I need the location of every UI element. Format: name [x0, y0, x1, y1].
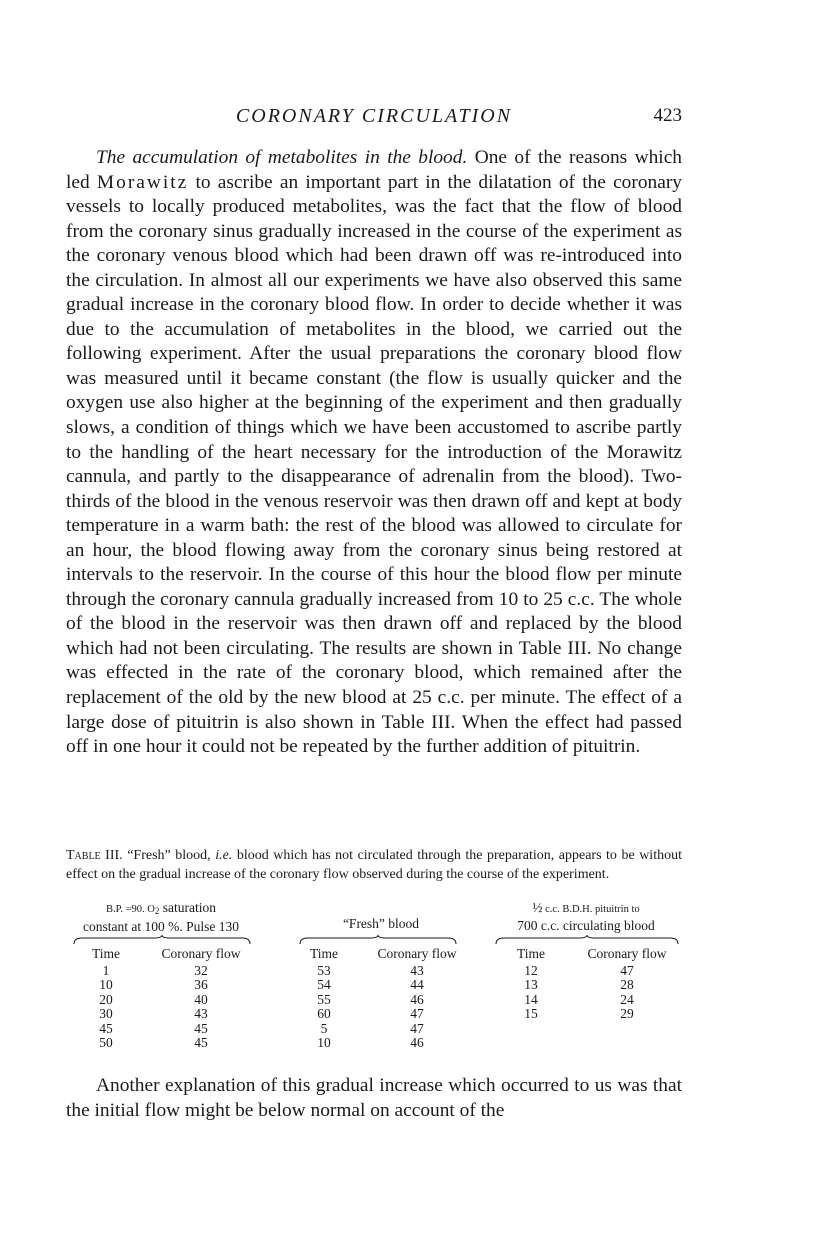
cell: 50: [99, 1035, 113, 1050]
time-column: [490, 947, 572, 1022]
caption-text-b: blood which has not circulated through the preparation, appears to be without effect on the gradual increase of the coronary flow observed during the course of the experiment.: [66, 848, 682, 882]
group-brace: [298, 935, 458, 945]
paragraph-1-text-a: One of the reasons which led: [66, 147, 682, 193]
time-header: Time: [91, 946, 120, 961]
group-heading: [288, 900, 474, 934]
table-group-pituitrin: [490, 900, 682, 1022]
cell: 30: [99, 1006, 113, 1021]
cell: 15: [524, 1006, 538, 1021]
caption-text-a: “Fresh” blood,: [122, 848, 216, 863]
table-label: Table III.: [66, 848, 123, 863]
paragraph-another-explanation: [66, 1074, 682, 1123]
table-iii: [66, 900, 682, 1065]
coronary-flow-header: Coronary flow: [587, 946, 667, 961]
cell: 47: [410, 1006, 424, 1021]
cell: 45: [99, 1020, 113, 1036]
cell: 10: [99, 977, 113, 992]
coronary-flow-column: [360, 947, 474, 1051]
table-group-control: [66, 900, 256, 1051]
coronary-flow-header: Coronary flow: [161, 946, 241, 961]
coronary-flow-column: [572, 947, 682, 1022]
cell: 47: [620, 962, 634, 978]
cell: 28: [620, 977, 634, 992]
cell: 43: [410, 962, 424, 978]
group-columns: [66, 947, 256, 1051]
cell: 60: [317, 1006, 331, 1021]
cell: 20: [99, 991, 113, 1007]
time-header: Time: [516, 946, 545, 961]
paragraph-1: [66, 146, 682, 760]
group-columns: [490, 947, 682, 1022]
author-name: Morawitz: [96, 171, 189, 193]
running-title: CORONARY CIRCULATION: [235, 105, 513, 127]
group-heading-line-1: [288, 900, 474, 916]
cell: 43: [194, 1006, 208, 1021]
paragraph-1-text-b: to ascribe an important part in the dilatation of the coronary vessels to locally produced metabolites, was the fact that the flow of blood from the coronary sinus gradually increased in the course of the experiment as the coronary venous blood which had been drawn off was re-introduced into the circulation. In almost all our experiments we have also observed this same gradual increase in the coronary blood flow. In order to decide whether it was due to the accumulation of metabolites in the blood, we carried out the following experiment. After the usual preparations the coronary blood flow was measured until it became constant (the flow is usually quicker and the oxygen use also higher at the beginning of the experiment and then gradually slows, a condition of things which we have been accustomed to ascribe partly to the handling of the heart necessary for the introduction of the Morawitz cannula, and partly to the disappearance of adrenalin from the blood). Two-thirds of the blood in the venous reservoir was then drawn off and kept at body temperature in a warm bath: the rest of the blood was allowed to circulate for an hour, the blood flowing away from the coronary sinus being restored at intervals to the reservoir. In the course of this hour the blood flow per minute through the coronary cannula gradually increased from 10 to 25 c.c. The whole of the blood in the reservoir was then drawn off and replaced by the blood which had not been circulating. The results are shown in Table III. No change was effected in the rate of the coronary blood, which remained after the replacement of the old by the new blood at 25 c.c. per minute. The effect of a large dose of pituitrin is also shown in Table III. When the effect had passed off in one hour it could not be repeated by the further addition of pituitrin.: [66, 171, 682, 758]
group-columns: [288, 947, 474, 1051]
cell: 1: [102, 962, 110, 978]
running-header: [66, 105, 682, 131]
cell: 12: [524, 962, 538, 978]
cell: 24: [620, 991, 634, 1007]
cell: 45: [194, 1020, 208, 1036]
cell: 13: [524, 977, 538, 992]
time-header: Time: [309, 946, 338, 961]
group-heading-line-2: constant at 100 %. Pulse 130: [83, 919, 239, 934]
group-heading: [490, 900, 682, 934]
cell: 54: [317, 977, 331, 992]
group-heading-line-2: 700 c.c. circulating blood: [517, 918, 655, 933]
group-heading-line-1: ½ c.c. B.D.H. pituitrin to: [532, 900, 640, 915]
paragraph-metabolites: [66, 146, 682, 760]
time-column: [288, 947, 360, 1051]
cell: 5: [320, 1020, 328, 1036]
cell: 40: [194, 991, 208, 1007]
group-brace: [72, 935, 252, 945]
cell: 46: [410, 1035, 424, 1050]
cell: 47: [410, 1020, 424, 1036]
cell: 53: [317, 962, 331, 978]
caption-ie: i.e.: [215, 848, 233, 863]
cell: 46: [410, 991, 424, 1007]
group-brace: [494, 935, 680, 945]
cell: 55: [317, 991, 331, 1007]
group-heading-line-1: B.P. =90. $O_2$ saturation: [106, 900, 216, 916]
group-heading-line-2: “Fresh” blood: [342, 916, 420, 931]
cell: 10: [317, 1035, 331, 1050]
page-number: 423: [653, 105, 682, 126]
cell: 45: [194, 1035, 208, 1050]
time-column: [66, 947, 146, 1051]
cell: 36: [194, 977, 208, 992]
cell: 32: [194, 962, 208, 978]
cell: 14: [524, 991, 538, 1007]
cell: 44: [410, 977, 424, 992]
cell: 29: [620, 1006, 634, 1021]
group-heading: [66, 900, 256, 934]
paragraph-2: Another explanation of this gradual increase which occurred to us was that the initial flow might be below normal on account of the: [66, 1075, 682, 1121]
coronary-flow-column: [146, 947, 256, 1051]
section-lead: The accumulation of metabolites in the blood.: [96, 147, 468, 168]
table-group-fresh-blood: [288, 900, 474, 1051]
table-caption: [66, 846, 682, 884]
coronary-flow-header: Coronary flow: [377, 946, 457, 961]
